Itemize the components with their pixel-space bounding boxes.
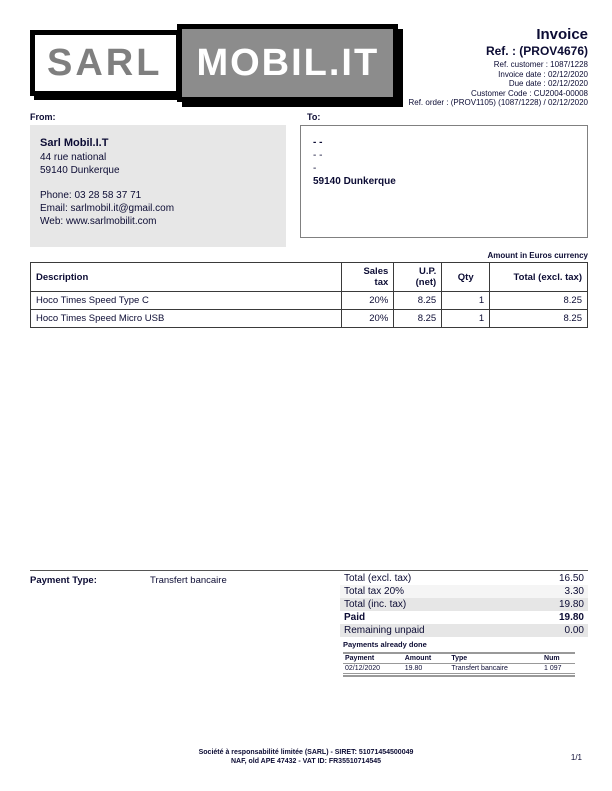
col-header-description: Description (31, 263, 342, 292)
footer-line1: Société à responsabilité limitée (SARL) - SIRET: 51071454500049 (198, 749, 414, 756)
item-sales-tax: 20% (342, 310, 394, 328)
due-date: Due date : 02/12/2020 (508, 79, 588, 88)
col-header-unit-price: U.P. (net) (394, 263, 442, 292)
from-email: Email: sarlmobil.it@gmail.com (40, 203, 175, 214)
customer-code: Customer Code : CU2004-00008 (471, 88, 588, 98)
remaining-unpaid-label: Remaining unpaid (344, 624, 425, 636)
to-address-box (300, 125, 588, 238)
total-inc-tax-value: 19.80 (558, 598, 584, 610)
payment-date: 02/12/2020 (343, 664, 403, 674)
total-excl-tax-label: Total (excl. tax) (344, 572, 412, 584)
ref-customer: Ref. customer : 1087/1228 (493, 60, 588, 69)
item-row (31, 292, 588, 310)
ref-order: Ref. order : (PROV1105) (1087/1228) / 02/12/2020 (408, 98, 588, 107)
to-line4: 59140 Dunkerque (313, 176, 396, 187)
to-line3: - (313, 163, 317, 174)
to-line2: - - (313, 150, 323, 161)
total-tax-value: 3.30 (564, 585, 584, 597)
remaining-unpaid-row (340, 624, 588, 637)
total-excl-tax-value: 16.50 (558, 572, 584, 584)
invoice-header (300, 26, 588, 108)
payment-row (343, 664, 575, 674)
total-excl-tax-row (340, 572, 588, 585)
pd-col-type: Type (449, 653, 542, 664)
total-tax-label: Total tax 20% (344, 585, 405, 597)
items-header-row (31, 263, 588, 292)
item-unit-price: 8.25 (394, 310, 442, 328)
divider (343, 675, 575, 677)
footer-line2: NAF, old APE 47432 - VAT ID: FR35510714545 (230, 758, 382, 765)
invoice-items-table (30, 262, 588, 328)
total-inc-tax-row (340, 598, 588, 611)
totals-block (340, 572, 588, 637)
item-qty: 1 (442, 310, 490, 328)
total-tax-row (340, 585, 588, 598)
from-web: Web: www.sarlmobilit.com (40, 216, 157, 227)
paid-value: 19.80 (558, 611, 584, 623)
logo-sarl-text: SARL (30, 30, 181, 96)
item-sales-tax: 20% (342, 292, 394, 310)
logo-mobil-text: MOBIL.IT (177, 24, 398, 102)
from-company-name: Sarl Mobil.I.T (40, 137, 109, 149)
invoice-meta (300, 60, 588, 108)
invoice-ref: Ref. : (PROV4676) (485, 44, 588, 58)
total-inc-tax-label: Total (inc. tax) (344, 598, 407, 610)
to-label: To: (307, 112, 321, 122)
invoice-date: Invoice date : 02/12/2020 (498, 69, 588, 79)
item-total: 8.25 (490, 292, 588, 310)
item-qty: 1 (442, 292, 490, 310)
payments-done-title: Payments already done (343, 640, 427, 649)
payments-header-row (343, 653, 575, 664)
from-label: From: (30, 112, 56, 122)
payment-num: 1 097 (542, 664, 575, 674)
item-total: 8.25 (490, 310, 588, 328)
from-address-line2: 59140 Dunkerque (40, 165, 120, 176)
pd-col-amount: Amount (403, 653, 450, 664)
item-unit-price: 8.25 (394, 292, 442, 310)
remaining-unpaid-value: 0.00 (564, 624, 584, 636)
payments-done-block (343, 640, 575, 677)
divider (30, 570, 588, 571)
payment-amount: 19.80 (403, 664, 450, 674)
item-description: Hoco Times Speed Micro USB (31, 310, 342, 328)
from-address-box (30, 125, 286, 247)
payment-type (30, 575, 227, 586)
item-row (31, 310, 588, 328)
to-line1: - - (313, 137, 323, 148)
page-number: 1/1 (570, 753, 582, 762)
legal-footer (0, 748, 612, 766)
pd-col-num: Num (542, 653, 575, 664)
currency-note: Amount in Euros currency (487, 251, 588, 260)
item-description: Hoco Times Speed Type C (31, 292, 342, 310)
payment-type-label: Payment Type: (30, 575, 97, 586)
pd-col-payment: Payment (343, 653, 403, 664)
spacer (40, 177, 276, 189)
col-header-sales-tax: Sales tax (342, 263, 394, 292)
paid-label: Paid (344, 611, 366, 623)
from-address-line1: 44 rue national (40, 152, 107, 163)
payments-done-table (343, 652, 575, 674)
paid-row (340, 611, 588, 624)
payment-type-cell: Transfert bancaire (449, 664, 542, 674)
col-header-total: Total (excl. tax) (490, 263, 588, 292)
col-header-qty: Qty (442, 263, 490, 292)
payment-type-value: Transfert bancaire (150, 575, 227, 586)
from-phone: Phone: 03 28 58 37 71 (40, 190, 142, 201)
invoice-title: Invoice (536, 26, 588, 43)
